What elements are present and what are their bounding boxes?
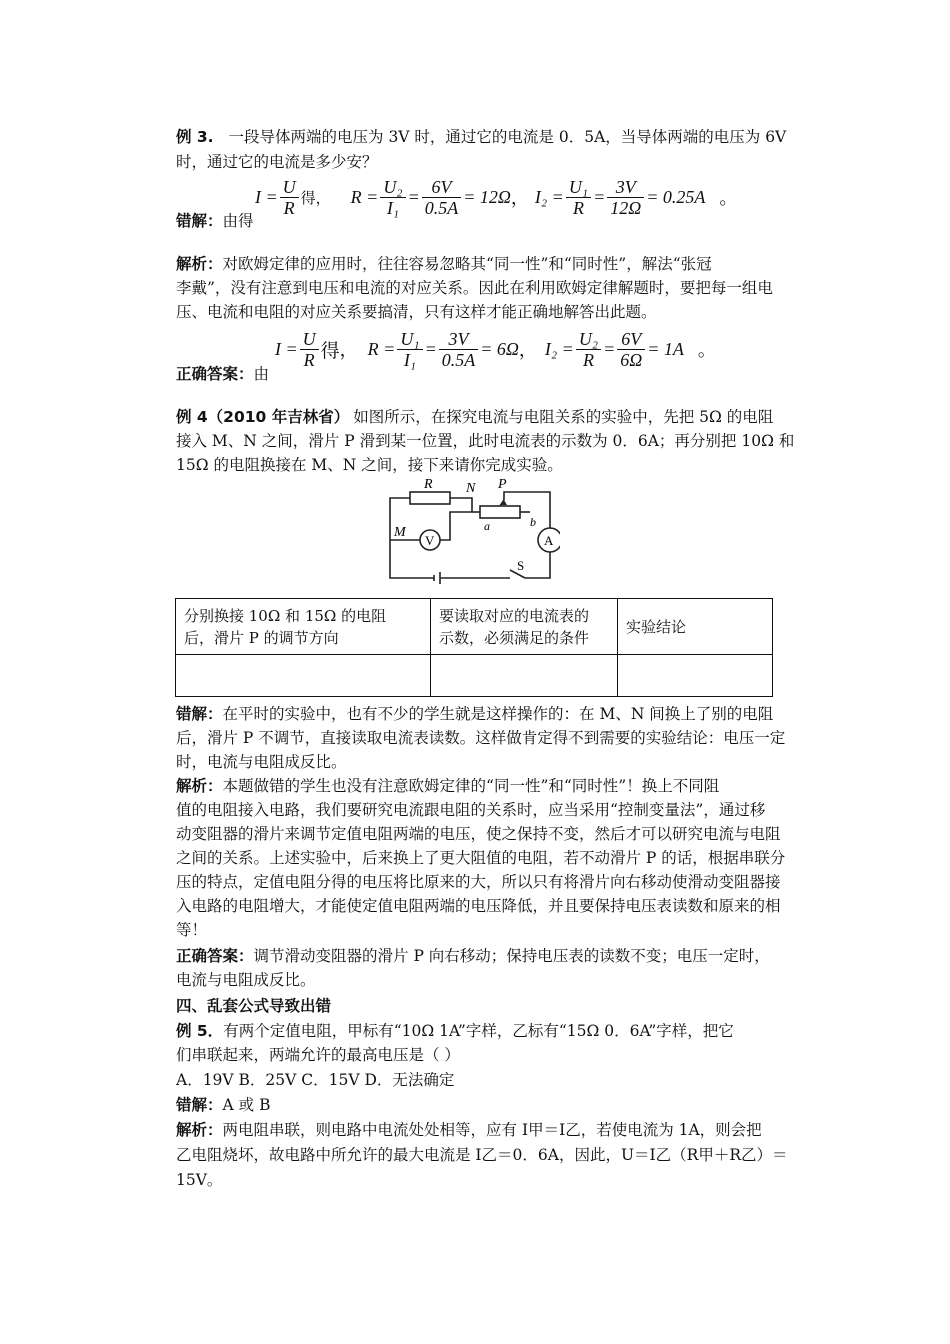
ex4-analysis-7: 等！ bbox=[176, 921, 208, 939]
wire-slider-to-A bbox=[504, 492, 550, 528]
ex5-wrong: 错解：A 或 B bbox=[176, 1096, 271, 1114]
ex4-analysis-1: 解析：本题做错的学生也没有注意欧姆定律的“同一性”和“同时性”！换上不同阻 bbox=[176, 777, 720, 795]
ex3-label: 例 3. bbox=[176, 128, 214, 146]
ex3-text-1: 一段导体两端的电压为 3V 时，通过它的电流是 0．5A，当导体两端的电压为 6V bbox=[228, 128, 787, 146]
ex3-analysis-2: 李戴”，没有注意到电压和电流的对应关系。因此在利用欧姆定律解题时，要把每一组电 bbox=[176, 279, 773, 297]
ex4-line-1: 例 4（2010 年吉林省） 如图所示，在探究电流与电阻关系的实验中，先把 5Ω 的电阻 bbox=[176, 408, 774, 426]
label-A: A bbox=[544, 533, 554, 548]
label-N: N bbox=[466, 481, 476, 496]
wire-A-to-S bbox=[525, 552, 550, 578]
label-a: a bbox=[484, 519, 490, 533]
table-cell-condition[interactable] bbox=[431, 655, 618, 697]
table-header-condition: 要读取对应的电流表的 示数，必须满足的条件 bbox=[431, 599, 618, 655]
ex4-line-3: 15Ω 的电阻换接在 M、N 之间，接下来请你完成实验。 bbox=[176, 456, 563, 474]
ex4-correct-1: 正确答案：调节滑动变阻器的滑片 P 向右移动；保持电压表的读数不变；电压一定时， bbox=[176, 947, 770, 965]
table-header-conclusion: 实验结论 bbox=[618, 599, 773, 655]
label-V: V bbox=[425, 533, 435, 548]
ex5-analysis-1: 解析：两电阻串联，则电路中电流处处相等，应有 I甲＝I乙，若使电流为 1A，则会把 bbox=[176, 1121, 762, 1139]
table-cell-conclusion[interactable] bbox=[618, 655, 773, 697]
ex3-wrong-equation: I = $\frac{U}{R}$ 得， R = $\frac{\text{U₂}}{\text{I₁}}$ = $\frac{6V}{0.5A}$ = 12Ω ， I₂ = $\frac{\text{U₁}}{R}$ = $\frac{3V}{12\Omega}$ = 0.25A 。 bbox=[255, 176, 738, 218]
rheostat bbox=[480, 506, 520, 518]
ex3-line-1 bbox=[176, 127, 786, 147]
ex5-analysis-3: 15V。 bbox=[176, 1171, 223, 1189]
ex4-wrong-2: 后，滑片 P 不调节，直接读取电流表读数。这样做肯定得不到需要的实验结论：电压一定 bbox=[176, 729, 786, 747]
label-R: R bbox=[424, 478, 433, 492]
ex5-line-2: 们串联起来，两端允许的最高电压是（ ） bbox=[176, 1046, 460, 1064]
ex4-analysis-2: 值的电阻接入电路，我们要研究电流跟电阻的关系时，应当采用“控制变量法”，通过移 bbox=[176, 801, 766, 819]
ex3-wrong-line: 错解：由得 bbox=[176, 212, 254, 230]
table-header-direction: 分别换接 10Ω 和 15Ω 的电阻 后，滑片 P 的调节方向 bbox=[176, 599, 431, 655]
ex4-analysis-3: 动变阻器的滑片来调节定值电阻两端的电压，使之保持不变，然后才可以研究电流与电阻 bbox=[176, 825, 781, 843]
ex5-analysis-2: 乙电阻烧坏，故电路中所允许的最大电流是 I乙＝0．6A，因此，U＝I乙（R甲＋R乙）＝ bbox=[176, 1146, 788, 1164]
label-M: M bbox=[394, 525, 406, 540]
ex4-analysis-5: 压的特点，定值电阻分得的电压将比原来的大，所以只有将滑片向右移动使滑动变阻器接 bbox=[176, 873, 781, 891]
label-b: b bbox=[530, 515, 536, 529]
label-P: P bbox=[498, 478, 507, 492]
experiment-table bbox=[175, 598, 773, 697]
ex4-wrong-1: 错解：在平时的实验中，也有不少的学生就是这样操作的：在 M、N 间换上了别的电阻 bbox=[176, 705, 774, 723]
ex3-correct-equation: I = $\frac{U}{R}$ 得 ， R = $\frac{\text{U₁}}{\text{I₁}}$ = $\frac{3V}{0.5A}$ = 6Ω ， I₂ = $\frac{\text{U₂}}{R}$ = $\frac{6V}{6\Omega}$ = 1A 。 bbox=[275, 328, 716, 370]
ex3-correct-line: 正确答案：由 bbox=[176, 365, 270, 383]
ex4-wrong-3: 时，电流与电阻成反比。 bbox=[176, 753, 347, 771]
wire-V-to-N bbox=[440, 512, 472, 540]
ex5-options: A．19V B．25V C．15V D．无法确定 bbox=[176, 1071, 455, 1089]
label-S: S bbox=[517, 558, 525, 573]
wire-R-to-N bbox=[450, 498, 472, 512]
ex4-analysis-6: 入电路的电阻增大，才能使定值电阻两端的电压降低，并且要保持电压表读数和原来的相 bbox=[176, 897, 781, 915]
ex3-line-2: 时，通过它的电流是多少安？ bbox=[176, 153, 378, 171]
ex4-line-2: 接入 M、N 之间，滑片 P 滑到某一位置，此时电流表的示数为 0．6A；再分别把 10Ω 和 bbox=[176, 432, 795, 450]
ex3-analysis-1: 解析：对欧姆定律的应用时，往往容易忽略其“同一性”和“同时性”，解法“张冠 bbox=[176, 255, 712, 273]
table-cell-direction[interactable] bbox=[176, 655, 431, 697]
resistor-R bbox=[410, 492, 450, 504]
section-4-heading: 四、乱套公式导致出错 bbox=[176, 997, 332, 1015]
wire-top-left bbox=[390, 498, 410, 512]
ex5-line-1: 例 5．有两个定值电阻，甲标有“10Ω 1A”字样，乙标有“15Ω 0．6A”字样，把它 bbox=[176, 1022, 734, 1040]
ex4-analysis-4: 之间的关系。上述实验中，后来换上了更大阻值的电阻，若不动滑片 P 的话，根据串联分 bbox=[176, 849, 786, 867]
ex3-analysis-3: 压、电流和电阻的对应关系要搞清，只有这样才能正确地解答出此题。 bbox=[176, 303, 657, 321]
circuit-diagram bbox=[380, 478, 560, 588]
ex4-correct-2: 电流与电阻成反比。 bbox=[176, 971, 316, 989]
